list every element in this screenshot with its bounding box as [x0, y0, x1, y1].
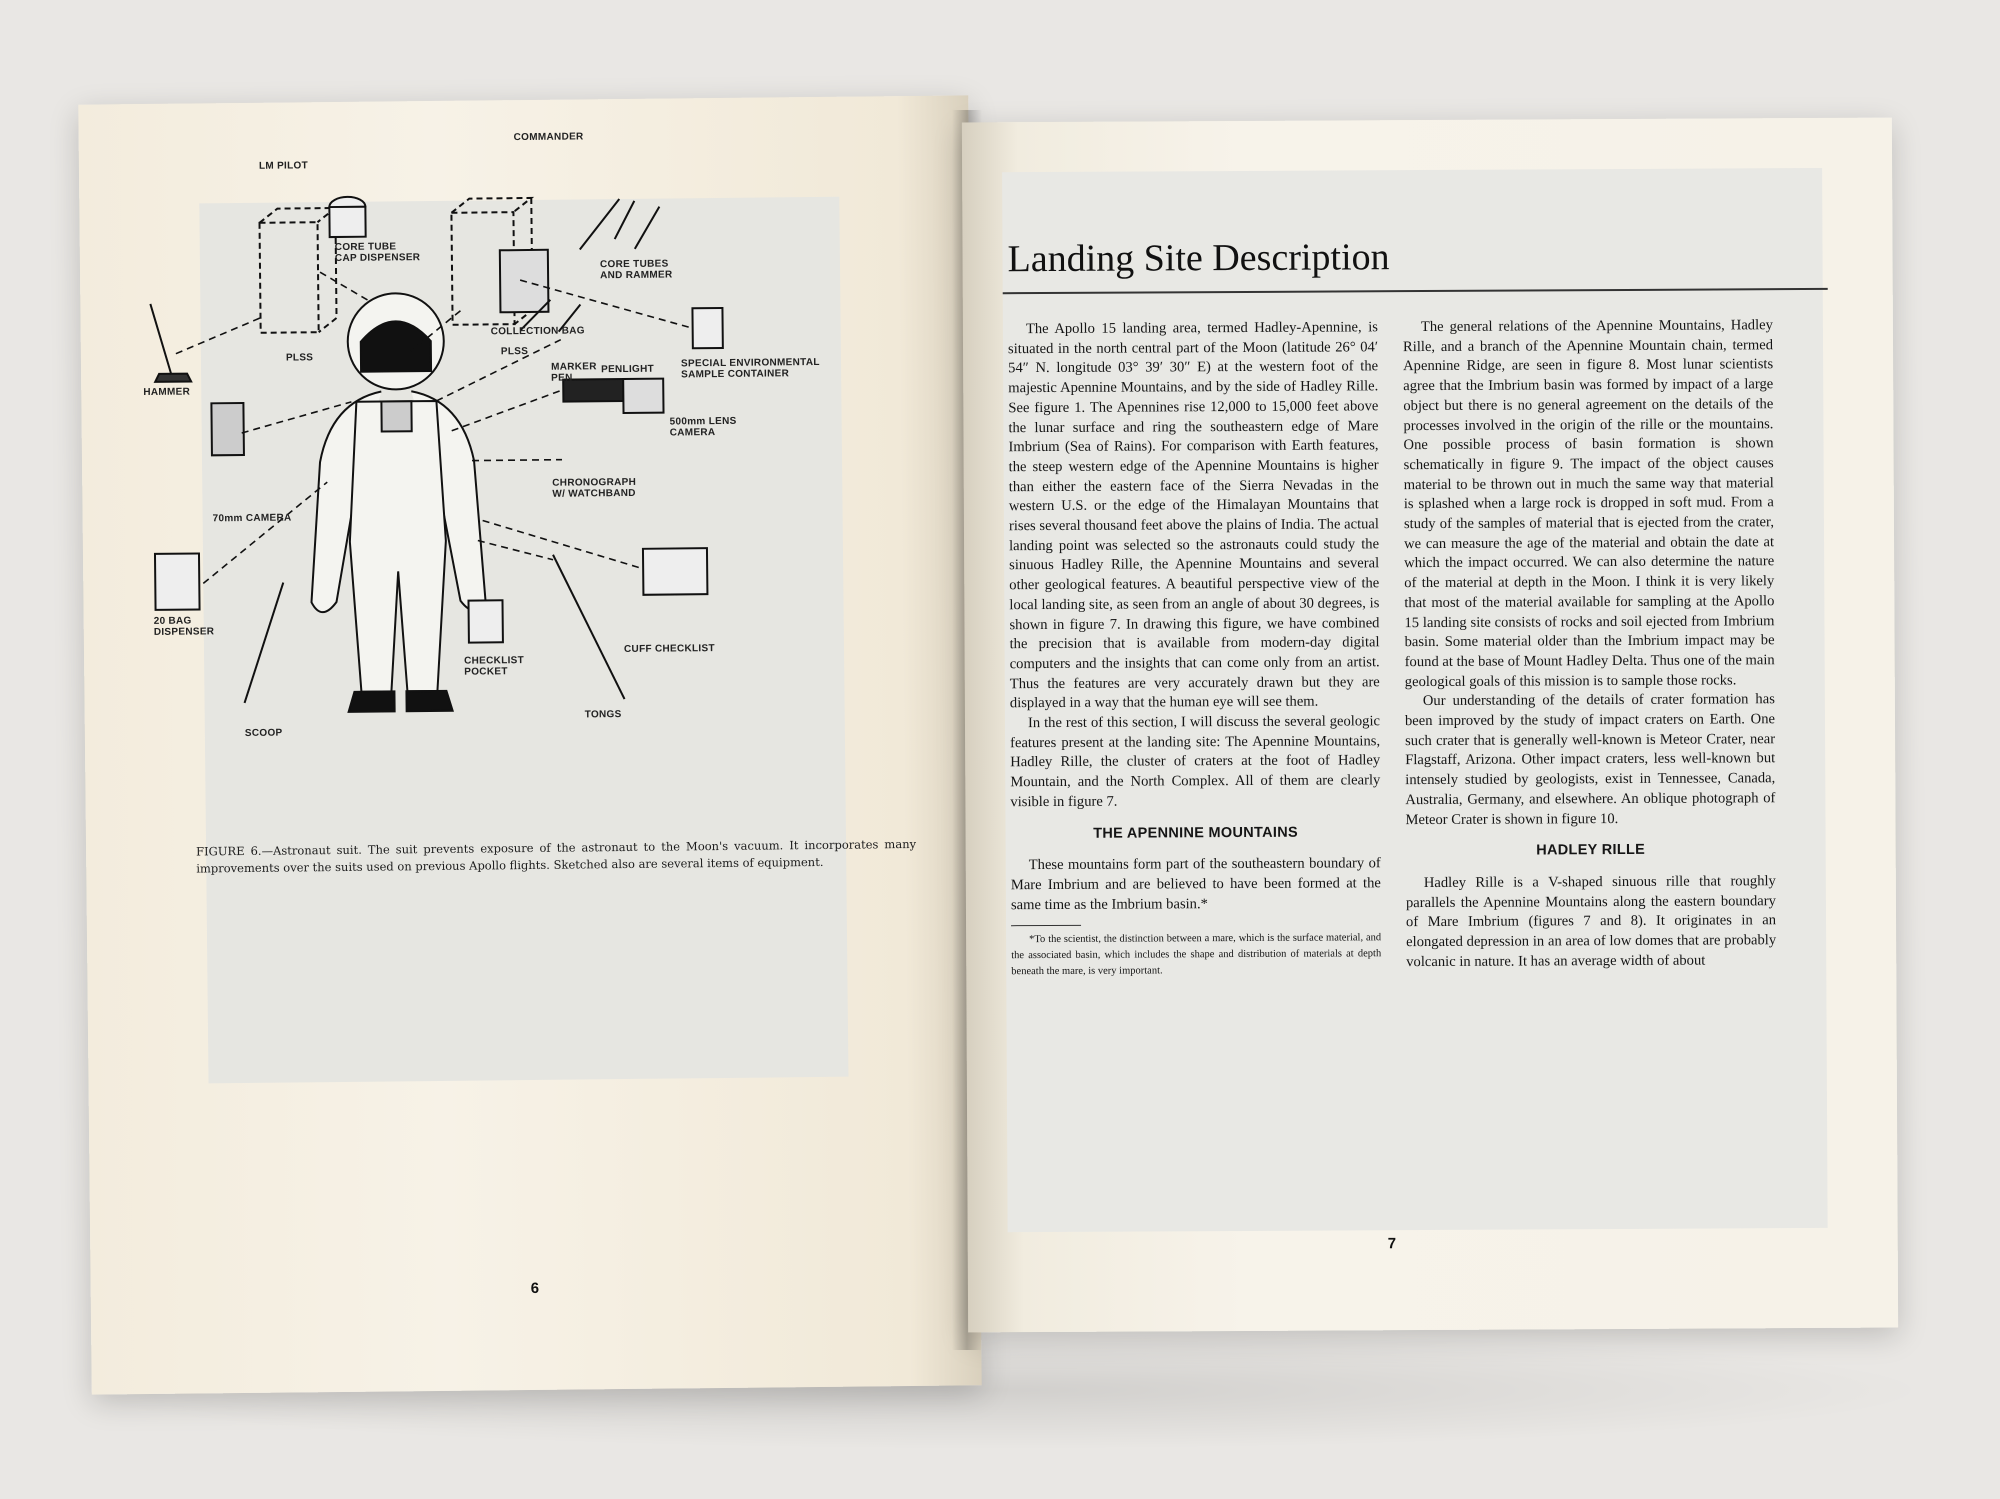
label-penlight: PENLIGHT: [601, 363, 655, 376]
cuff-checklist-icon: [643, 548, 707, 595]
label-lm-pilot: LM PILOT: [258, 160, 309, 172]
page-number-right: 7: [1387, 1235, 1397, 1253]
plss-left-icon: [259, 208, 336, 333]
hammer-icon: [150, 304, 191, 382]
page-number-left: 6: [530, 1279, 540, 1298]
label-tongs: TONGS: [584, 709, 622, 721]
label-bag-dispenser: 20 BAG DISPENSER: [153, 615, 215, 638]
figure-caption: FIGURE 6.—Astronaut suit. The suit prevents exposure of the astronaut to the Moon's vacuum. It incorporates many improvements over the suits used on previous Apollo flights. Sketched also are several items of equipment.: [196, 836, 917, 876]
paragraph: Our understanding of the details of crater formation has been improved by the study of impact craters on Earth. One such crater that is generally well-known is Meteor Crater, near Flagstaff, Arizona. Other impact craters, less well-known but intensely studied by geologists, exist in Tennessee, Canada, Australia, Germany, and elsewhere. An oblique photograph of Meteor Crater is shown in figure 10.: [1404, 691, 1776, 828]
label-checklist-pocket: CHECKLIST POCKET: [464, 655, 525, 678]
label-core-tubes: CORE TUBES AND RAMMER: [599, 258, 673, 282]
label-camera-70mm: 70mm CAMERA: [212, 512, 292, 525]
lens-camera-icon: [563, 379, 663, 414]
paragraph: These mountains form part of the southeastern boundary of Mare Imbrium and are believed to have been formed at the same time as the Imbrium basin.*: [1010, 855, 1381, 913]
section-heading-hadley: HADLEY RILLE: [1536, 842, 1646, 859]
special-container-icon: [692, 308, 722, 348]
text-column-right: [1403, 316, 1776, 972]
bag-dispenser-icon: [155, 553, 200, 609]
label-plss-left: PLSS: [285, 352, 314, 364]
core-tubes-icon: [579, 199, 660, 250]
label-commander: COMMANDER: [513, 131, 584, 144]
label-special-container: SPECIAL ENVIRONMENTAL SAMPLE CONTAINER: [680, 356, 820, 381]
label-hammer: HAMMER: [143, 386, 191, 399]
footnote: *To the scientist, the distinction between a mare, which is the surface material, and the associated basin, which includes the shape and distribution of materials at depth beneath the mare, is very important.: [1011, 932, 1382, 978]
footnote-rule: [1011, 925, 1081, 926]
camera-70mm-icon: [211, 403, 244, 455]
scoop-icon: [243, 583, 284, 703]
checklist-pocket-icon: [468, 600, 502, 642]
label-cuff-checklist: CUFF CHECKLIST: [623, 643, 715, 656]
label-marker-pen: MARKER PEN: [550, 361, 597, 384]
label-lens-camera: 500mm LENS CAMERA: [669, 415, 737, 439]
text-column-left: [1008, 318, 1381, 980]
label-chronograph: CHRONOGRAPH W/ WATCHBAND: [552, 476, 637, 500]
left-page: [78, 95, 981, 1394]
tongs-icon: [553, 554, 625, 700]
paragraph: In the rest of this section, I will discuss the several geologic features present at the landing site: The Apennine Mountains, Hadley Rille, the cluster of craters at the foot of Hadley Mountain, and the North Complex. All of them are clearly visible in figure 7.: [1010, 713, 1381, 811]
paragraph: The Apollo 15 landing area, termed Hadley-Apennine, is situated in the north central part of the Moon (latitude 26° 04′ 54″ N. longitude 03° 39′ 30″ E) at the western foot of the majestic Apennine Mountains, and by the side of Hadley Rille. See figure 1. The Apennines rise 12,000 to 15,000 feet above the lunar surface and ring the southeastern edge of Mare Imbrium (Sea of Rains). For comparison with Earth features, the steep western edge of the Apennine Mountains is higher than either the eastern face of the Sierra Nevadas in the western U.S. or the edge of the Himalayan Mountains that rises several thousand feet above the plains of India. The actual landing point was selected so the astronauts could study the sinuous Hadley Rille, the Apennine Mountains and several other geological features. A beautiful perspective view of the local landing site, as seen from an angle of about 30 degrees, is shown in figure 7. In drawing this figure, we have combined the precision that is available from modern-day digital computers and the insights that can come only from an artist. Thus the features are very accurately drawn but they are displayed in a way that the human eye will see them.: [1007, 319, 1380, 712]
right-page: [962, 118, 1898, 1333]
page-title: Landing Site Description: [1007, 236, 1390, 281]
paragraph: Hadley Rille is a V-shaped sinuous rille that roughly parallels the Apennine Mountains along the eastern boundary of Mare Imbrium (figures 7 and 8). It originates in an elongated depression in an area of low domes that are probably volcanic in nature. It has an average width of about: [1405, 873, 1777, 970]
label-core-tube-cap: CORE TUBE CAP DISPENSER: [334, 241, 421, 265]
astronaut-icon: [308, 292, 486, 712]
label-collection-bag: COLLECTION BAG: [490, 325, 585, 338]
label-scoop: SCOOP: [244, 727, 283, 739]
section-heading-apennine: THE APENNINE MOUNTAINS: [1093, 824, 1298, 842]
paragraph: The general relations of the Apennine Mountains, Hadley Rille, and a branch of the Apennine Mountain chain, termed Apennine Ridge, are seen in figure 8. Most lunar scientists agree that the Imbrium basin was formed by impact of a large object but there is no general agreement on the details of the processes involved in the origin of the rille or the mountains. One possible process of basin formation is shown schematically in figure 9. The impact of the object causes material to be thrown out in much the same way that material is splashed when a large rock is dropped in soft mud. From a study of the samples of material that is ejected from the crater, we can measure the age of the material and obtain the date at which the impact occurred. We can also determine the nature of the material at depth in the Moon. I think it is very likely that most of the material available for sampling at the Apollo 15 landing site consists of rocks and soil ejected from Imbrium basin. Some material older than the Imbrium impact may be found at the base of Mount Hadley Delta. Thus one of the main geological goals of this mission is to sample those rocks.: [1402, 317, 1775, 690]
astronaut-suit-illustration: [78, 95, 976, 864]
label-plss-right: PLSS: [500, 345, 529, 358]
